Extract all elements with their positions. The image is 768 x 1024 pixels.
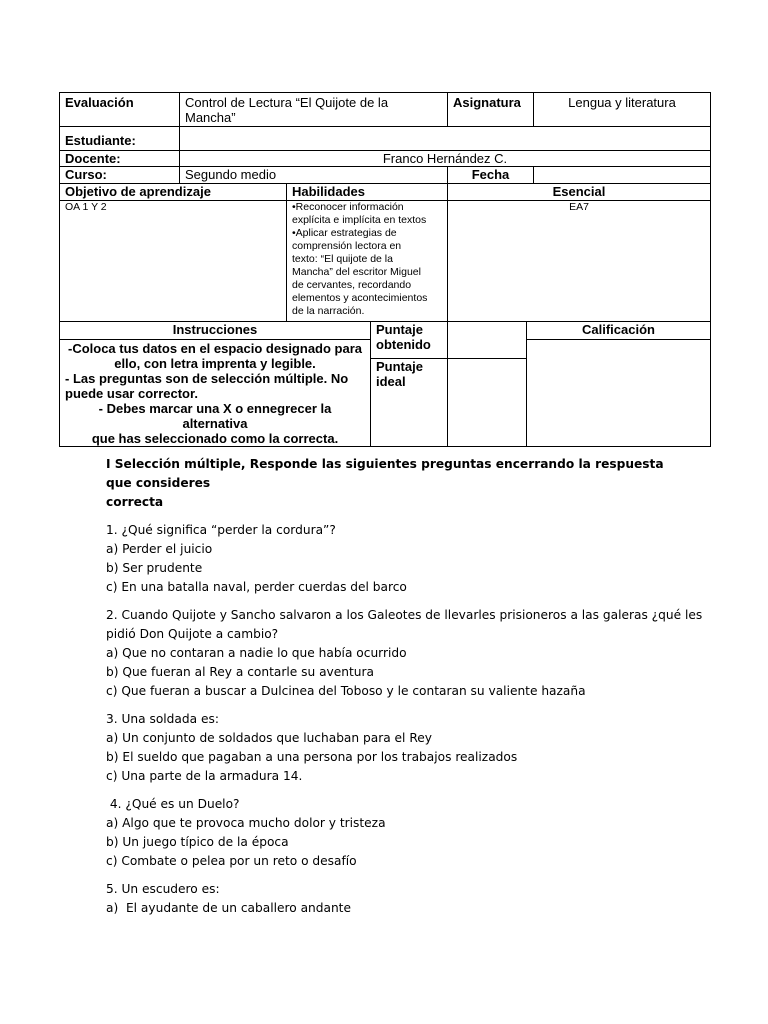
instrucciones-label: Instrucciones: [60, 322, 371, 340]
section-heading-line: correcta: [106, 495, 164, 509]
puntaje-ideal-field[interactable]: [448, 359, 527, 447]
answer-option[interactable]: b) Que fueran al Rey a contarle su aventura: [106, 665, 374, 679]
questions-section: [106, 455, 703, 927]
instruction-line: puede usar corrector.: [65, 386, 198, 401]
esencial-label: Esencial: [448, 184, 711, 201]
calificacion-field[interactable]: [527, 340, 711, 447]
habilidades-line: •Reconocer información: [292, 201, 404, 213]
asignatura-value: Lengua y literatura: [534, 93, 711, 127]
question-text: pidió Don Quijote a cambio?: [106, 627, 279, 641]
question-5: [106, 880, 676, 918]
habilidades-line: de la narración.: [292, 305, 365, 317]
calificacion-label: Calificación: [527, 322, 711, 340]
answer-option[interactable]: c) Que fueran a buscar a Dulcinea del Toboso y le contaran su valiente hazaña: [106, 684, 586, 698]
instructions-table: [59, 321, 711, 447]
question-2: [106, 606, 703, 701]
habilidades-list: [287, 201, 448, 322]
answer-option[interactable]: b) El sueldo que pagaban a una persona por los trabajos realizados: [106, 750, 518, 764]
answer-option[interactable]: b) Un juego típico de la época: [106, 835, 289, 849]
evaluacion-label: Evaluación: [60, 93, 180, 127]
answer-option[interactable]: b) Ser prudente: [106, 561, 203, 575]
objetivo-label: Objetivo de aprendizaje: [60, 184, 287, 201]
instruction-line: que has seleccionado como la correcta.: [91, 431, 339, 446]
puntaje-ideal-label: Puntaje ideal: [371, 359, 448, 447]
instruction-line: -Coloca tus datos en el espacio designado para: [67, 341, 363, 356]
evaluation-header-table: [59, 92, 711, 322]
question-1: [106, 521, 676, 597]
fecha-label: Fecha: [448, 167, 534, 184]
question-text: 4. ¿Qué es un Duelo?: [106, 797, 240, 811]
habilidades-label: Habilidades: [287, 184, 448, 201]
curso-label: Curso:: [60, 167, 180, 184]
docente-value: Franco Hernández C.: [180, 151, 711, 167]
curso-value: Segundo medio: [180, 167, 448, 184]
fecha-field[interactable]: [534, 167, 711, 184]
section-heading: [106, 455, 676, 512]
section-heading-line: I Selección múltiple, Responde las siguientes preguntas encerrando la respuesta que consideres: [106, 457, 664, 490]
answer-option[interactable]: a) Perder el juicio: [106, 542, 213, 556]
answer-option[interactable]: c) Combate o pelea por un reto o desafío: [106, 854, 357, 868]
habilidades-line: elementos y acontecimientos: [292, 292, 428, 304]
asignatura-label: Asignatura: [448, 93, 534, 127]
puntaje-obtenido-label: Puntaje obtenido: [371, 322, 448, 359]
question-text: 5. Un escudero es:: [106, 882, 220, 896]
objetivo-value: OA 1 Y 2: [60, 201, 287, 322]
question-4: [106, 795, 676, 871]
instructions-list: [60, 340, 371, 447]
docente-label: Docente:: [60, 151, 180, 167]
estudiante-label: Estudiante:: [60, 127, 180, 151]
evaluacion-value: Control de Lectura “El Quijote de la Mancha”: [180, 93, 448, 127]
instruction-line: - Las preguntas son de selección múltiple. No: [65, 371, 349, 386]
puntaje-obtenido-field[interactable]: [448, 322, 527, 359]
question-3: [106, 710, 676, 786]
question-text: 3. Una soldada es:: [106, 712, 219, 726]
habilidades-line: comprensión lectora en: [292, 240, 402, 252]
habilidades-line: texto: “El quijote de la: [292, 253, 393, 265]
habilidades-line: de cervantes, recordando: [292, 279, 412, 291]
instruction-line: - Debes marcar una X o ennegrecer la alternativa: [98, 401, 332, 431]
habilidades-line: Mancha” del escritor Miguel: [292, 266, 421, 278]
answer-option[interactable]: a) Algo que te provoca mucho dolor y tristeza: [106, 816, 386, 830]
answer-option[interactable]: a) El ayudante de un caballero andante: [106, 901, 351, 915]
habilidades-line: explícita e implícita en textos: [292, 214, 427, 226]
esencial-value: EA7: [448, 201, 711, 322]
estudiante-field[interactable]: [180, 127, 711, 151]
habilidades-line: •Aplicar estrategias de: [292, 227, 397, 239]
question-text: 2. Cuando Quijote y Sancho salvaron a los Galeotes de llevarles prisioneros a las galeras ¿qué les: [106, 608, 703, 622]
answer-option[interactable]: a) Que no contaran a nadie lo que había ocurrido: [106, 646, 407, 660]
answer-option[interactable]: c) En una batalla naval, perder cuerdas del barco: [106, 580, 407, 594]
answer-option[interactable]: c) Una parte de la armadura 14.: [106, 769, 303, 783]
instruction-line: ello, con letra imprenta y legible.: [114, 356, 316, 371]
question-text: 1. ¿Qué significa “perder la cordura”?: [106, 523, 336, 537]
answer-option[interactable]: a) Un conjunto de soldados que luchaban para el Rey: [106, 731, 432, 745]
